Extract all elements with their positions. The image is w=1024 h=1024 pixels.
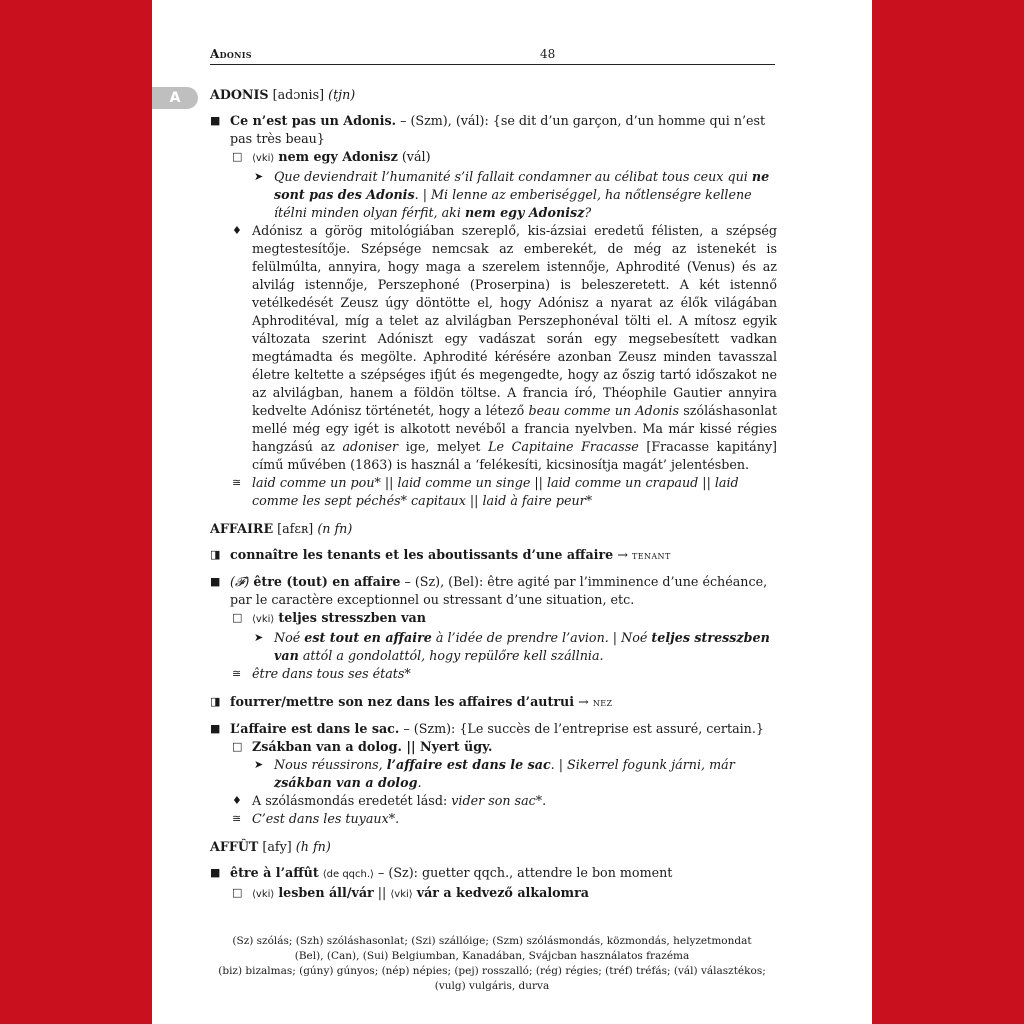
translation-line <box>210 609 777 629</box>
note-text: . <box>542 793 547 808</box>
footer-line: (Sz) szólás; (Szh) szóláshasonlat; (Szi) szállóige; (Szm) szólásmondás, közmondás, helyzetmondat <box>232 935 752 947</box>
half-square-bullet-icon: ◨ <box>210 695 221 708</box>
header-title: Adonis <box>210 47 252 61</box>
etymology-note <box>210 222 777 474</box>
example-text: ? <box>584 205 592 220</box>
definition: – (Szm): {Le succès de l’entreprise est assuré, certain.} <box>399 721 764 736</box>
valency-marker: ⟨vki⟩ <box>390 889 413 900</box>
dictionary-page <box>152 0 872 1024</box>
entry-headword-affut <box>210 838 777 856</box>
reference-target: nez <box>592 696 613 709</box>
translation: vár a kedvező alkalomra <box>416 885 589 900</box>
example <box>210 168 777 222</box>
headword: ADONIS <box>210 87 269 102</box>
example-text: attól a gondolattól, hogy repülőre kell szállnia. <box>298 648 604 663</box>
translation: nem egy Adonisz <box>278 149 398 164</box>
note-italic: adoniser <box>342 439 399 454</box>
note-italic: Le Capitaine Fracasse <box>488 439 639 454</box>
sense-block <box>210 112 777 148</box>
filled-square-bullet-icon: ■ <box>210 866 221 879</box>
part-of-speech: (tjn) <box>328 87 356 102</box>
etymology-note <box>210 792 777 810</box>
cross-reference <box>210 546 777 565</box>
filled-square-bullet-icon: ■ <box>210 575 221 588</box>
part-of-speech: (h fn) <box>295 839 331 854</box>
phrase: L’affaire est dans le sac. <box>230 721 400 736</box>
entry-headword-affaire <box>210 520 777 538</box>
example <box>210 629 777 665</box>
definition: – (Sz): guetter qqch., attendre le bon moment <box>373 865 673 880</box>
figurative-marker: (𝓕) <box>230 574 250 589</box>
part-of-speech: (n fn) <box>317 521 353 536</box>
page-number: 48 <box>540 47 556 61</box>
synonym-text: laid comme un pou* || laid comme un singe || laid comme un crapaud || laid comme les sept péchés* capitaux || laid à faire peur* <box>252 475 739 508</box>
translation: Zsákban van a dolog. || Nyert ügy. <box>252 739 493 754</box>
translation: lesben áll/vár <box>278 885 374 900</box>
filled-square-bullet-icon: ■ <box>210 114 221 127</box>
translation-line <box>210 884 777 904</box>
example-highlight: nem egy Adonisz <box>464 205 585 220</box>
reference-target: tenant <box>632 549 671 562</box>
approx-equal-icon: ≅ <box>232 667 242 680</box>
footer-line: (Bel), (Can), (Sui) Belgiumban, Kanadában, Svájcban használatos frazéma <box>294 950 690 962</box>
note-italic: beau comme un Adonis <box>528 403 679 418</box>
footer-line: (vulg) vulgáris, durva <box>434 980 550 992</box>
synonyms <box>210 810 777 828</box>
example <box>210 756 777 792</box>
pronunciation: [afy] <box>262 839 292 854</box>
example-highlight: est tout en affaire <box>304 630 432 645</box>
arrow-bullet-icon: ➤ <box>254 170 264 183</box>
footer-line: (biz) bizalmas; (gúny) gúnyos; (nép) népies; (pej) rosszalló; (rég) régies; (tréf) tréfás; (vál) választékos; <box>218 965 766 977</box>
definition: – (Sz), (Bel): être agité par l’imminence d’une échéance, par le caractère exceptionnel ou stressant d’une situation, etc. <box>230 574 768 607</box>
open-square-bullet-icon: □ <box>232 740 243 753</box>
arrow-bullet-icon: ➤ <box>254 758 264 771</box>
example-text: Nous réussirons, <box>274 757 387 772</box>
ref-arrow-icon: → <box>617 547 628 562</box>
abbreviation-footer <box>192 934 792 994</box>
phrase: fourrer/mettre son nez dans les affaires d’autrui <box>230 694 575 709</box>
open-square-bullet-icon: □ <box>232 611 243 624</box>
open-square-bullet-icon: □ <box>232 150 243 163</box>
register: (vál) <box>397 149 431 164</box>
arrow-bullet-icon: ➤ <box>254 631 264 644</box>
sense-block <box>210 720 777 738</box>
open-square-bullet-icon: □ <box>232 886 243 899</box>
example-text: . | Mi lenne az emberiséggel, ha nőtlenségre kellene ítélni minden olyan férfit, aki <box>274 187 752 220</box>
pronunciation: [adɔnis] <box>272 87 325 102</box>
example-highlight: teljes stresszben van <box>274 630 770 663</box>
sense-block <box>210 573 777 609</box>
definition: – (Szm), (vál): {se dit d’un garçon, d’un homme qui n’est pas très beau} <box>230 113 766 146</box>
valency-marker: ⟨de qqch.⟩ <box>322 869 374 880</box>
diamond-bullet-icon: ♦ <box>232 794 242 807</box>
note-text: A szólásmondás eredetét lásd: <box>252 793 452 808</box>
example-text: à l’idée de prendre l’avion. | Noé <box>431 630 652 645</box>
example-text: . <box>417 775 422 790</box>
translation-line <box>210 148 777 168</box>
phrase: être à l’affût <box>230 865 319 880</box>
example-highlight: ne sont pas des Adonis <box>274 169 770 202</box>
filled-square-bullet-icon: ■ <box>210 722 221 735</box>
example-text: Que deviendrait l’humanité s’il fallait condamner au célibat tous ceux qui <box>274 169 752 184</box>
phrase: être (tout) en affaire <box>253 574 401 589</box>
synonyms <box>210 665 777 683</box>
example-text: . | Sikerrel fogunk járni, már <box>550 757 735 772</box>
note-italic: vider son sac* <box>451 793 543 808</box>
note-text: Adónisz a görög mitológiában szereplő, kis-ázsiai eredetű félisten, a szépség megtestesítője. Szépsége nemcsak az emberekét, de még az istenekét is felülmúlta, annyira, hogy maga a szerelem istennője, Aphrodité (Venus) és az alvilág istennője, Perszephoné (Proserpina) is beleszeretett. A két istennő vetélkedését Zeusz úgy döntötte el, hogy Adónisz a nyarat az élők világában Aphroditéval, míg a telet az alvilágban Perszephonéval tölti el. A mítosz egyik változata szerint Adóniszt egy vadászat során egy megsebesített vadkan megtámadta és megölte. Aphrodité kérésére azonban Zeusz minden tavasszal életre keltette a szépséges ifjút és megengedte, hogy az őszig tartó időszakot ne az alvilágban, hanem a földön töltse. A francia író, Théophile Gautier annyira kedvelte Adónisz történetét, hogy a létező <box>252 223 777 418</box>
phrase: connaître les tenants et les aboutissants d’une affaire <box>230 547 614 562</box>
note-text: [Fracasse kapitány] című művében (1863) is használ a ‘felékesíti, kicsinosítja magát’ jelentésben. <box>252 439 777 472</box>
valency-marker: ⟨vki⟩ <box>252 153 275 164</box>
half-square-bullet-icon: ◨ <box>210 548 221 561</box>
valency-marker: ⟨vki⟩ <box>252 889 275 900</box>
pronunciation: [afɛʀ] <box>277 521 314 536</box>
entry-headword-adonis <box>210 86 777 104</box>
letter-tab: A <box>152 87 198 109</box>
diamond-bullet-icon: ♦ <box>232 224 242 237</box>
dictionary-body <box>210 86 777 904</box>
example-highlight: l’affaire est dans le sac <box>386 757 551 772</box>
sense-block <box>210 864 777 884</box>
synonym-text: être dans tous ses états* <box>252 666 411 681</box>
ref-arrow-icon: → <box>578 694 589 709</box>
note-text: ige, melyet <box>398 439 489 454</box>
synonym-text: C’est dans les tuyaux*. <box>252 811 400 826</box>
synonyms <box>210 474 777 510</box>
translation-line <box>210 738 777 756</box>
example-text: Noé <box>274 630 305 645</box>
cross-reference <box>210 693 777 712</box>
phrase: Ce n’est pas un Adonis. <box>230 113 397 128</box>
translation: teljes stresszben van <box>278 610 426 625</box>
note-text: szóláshasonlat mellé még egy igét is alkotott nevéből a francia nyelvben. Ma már kissé régies hangzású az <box>252 403 777 454</box>
approx-equal-icon: ≅ <box>232 476 242 489</box>
headword: AFFAIRE <box>210 521 274 536</box>
example-highlight: zsákban van a dolog <box>274 775 418 790</box>
running-header <box>210 46 775 65</box>
valency-marker: ⟨vki⟩ <box>252 614 275 625</box>
separator: || <box>373 885 391 900</box>
approx-equal-icon: ≅ <box>232 812 242 825</box>
headword: AFFÛT <box>210 839 259 854</box>
